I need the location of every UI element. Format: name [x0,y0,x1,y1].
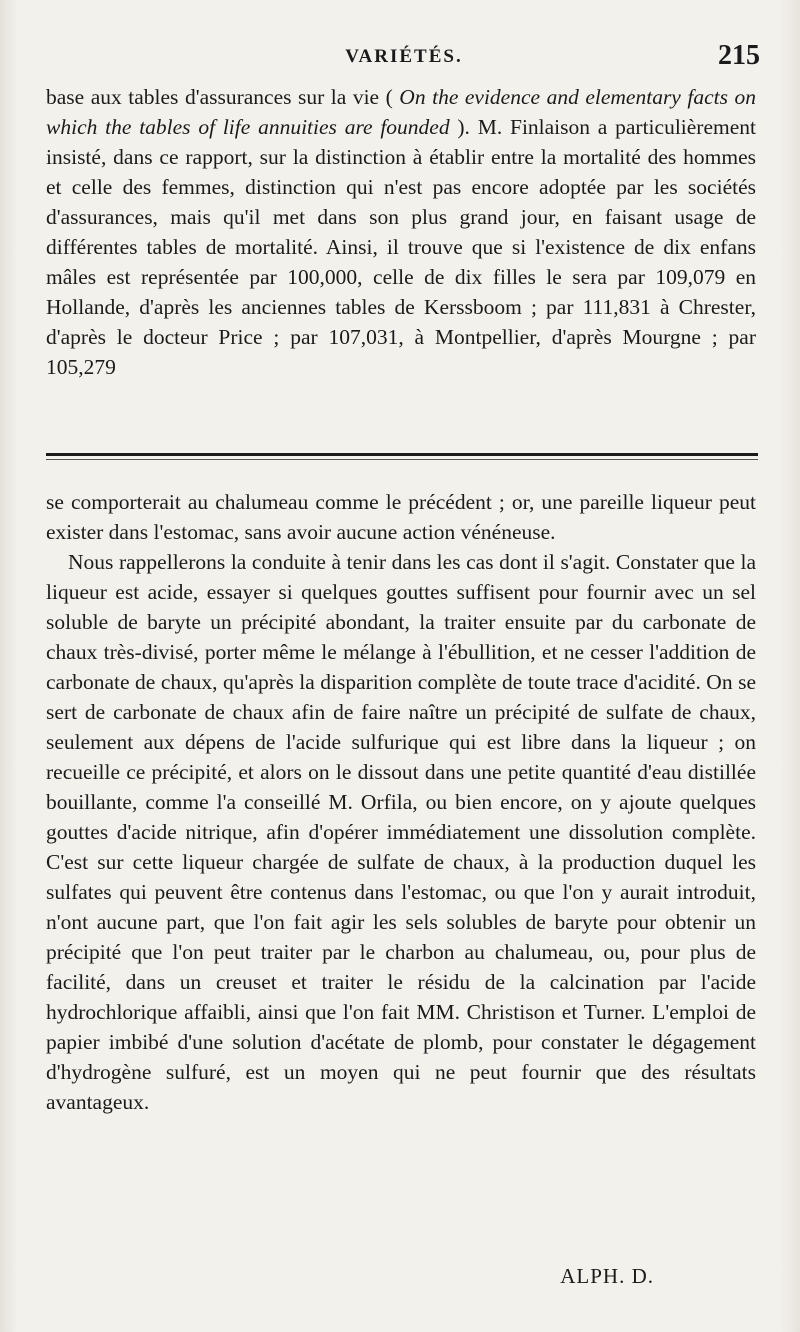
separator-rule [46,453,758,456]
lower-text-block [46,487,756,1117]
page-header [48,40,760,80]
english-report-title: On the evidence and elementary facts on which the tables of life annuities are founded [46,85,756,139]
upper-text-block [46,82,756,382]
upper-tail-text: ). M. Finlaison a particulièrement insisté, dans ce rapport, sur la distinction à établir entre la mortalité des hommes et celle des femmes, distinction qui n'est pas encore adoptée par les sociétés d'assurances, mais qu'il met dans son plus grand jour, en faisant usage de différentes tables de mortalité. Ainsi, il trouve que si l'existence de dix enfans mâles est représentée par 100,000, celle de dix filles le sera par 109,079 en Hollande, d'après les anciennes tables de Kerssboom ; par 111,831 à Chrester, d'après le docteur Price ; par 107,031, à Montpellier, d'après Mourgne ; par 105,279 [46,115,757,379]
separator-rule-thin [46,459,758,460]
page-number: 215 [718,40,760,71]
author-signature: ALPH. D. [560,1264,654,1288]
running-head: VARIÉTÉS. [345,46,463,67]
upper-lead-text: base aux tables d'assurances sur la vie ( [46,85,400,109]
paragraph-procedure: Nous rappellerons la conduite à tenir dans les cas dont il s'agit. Constater que la liqueur est acide, essayer si quelques gouttes suffisent pour fournir avec un sel soluble de baryte un précipité abondant, la traiter ensuite par du carbonate de chaux très-divisé, porter même le mélange à l'ébullition, et ne cesser l'addition de carbonate de chaux, qu'après la disparition complète de toute trace d'acidité. On se sert de carbonate de chaux afin de faire naître un précipité de sulfate de chaux, seulement aux dépens de l'acide sulfurique qui est libre dans la liqueur ; on recueille ce précipité, et alors on le dissout dans une petite quantité d'eau distillée bouillante, comme l'a conseillé M. Orfila, ou bien encore, on y ajoute quelques gouttes d'acide nitrique, afin d'opérer immédiatement une dissolution complète. C'est sur cette liqueur chargée de sulfate de chaux, à la production duquel les sulfates qui peuvent être contenus dans l'estomac, ou que l'on y aurait introduit, n'ont aucune part, que l'on fait agir les sels solubles de baryte pour obtenir un précipité que l'on peut traiter par le charbon au chalumeau, ou, pour plus de facilité, dans un creuset et traiter le résidu de la calcination par l'acide hydrochlorique affaibli, ainsi que l'on fait MM. Christison et Turner. L'emploi de papier imbibé d'une solution d'acétate de plomb, pour constater le dégagement d'hydrogène sulfuré, est un moyen qui ne peut fournir que des résultats avantageux. [46,550,756,1114]
paragraph-continuation: se comporterait au chalumeau comme le précédent ; or, une pareille liqueur peut exister dans l'estomac, sans avoir aucune action vénéneuse. [46,490,756,544]
upper-paragraph [46,82,756,382]
